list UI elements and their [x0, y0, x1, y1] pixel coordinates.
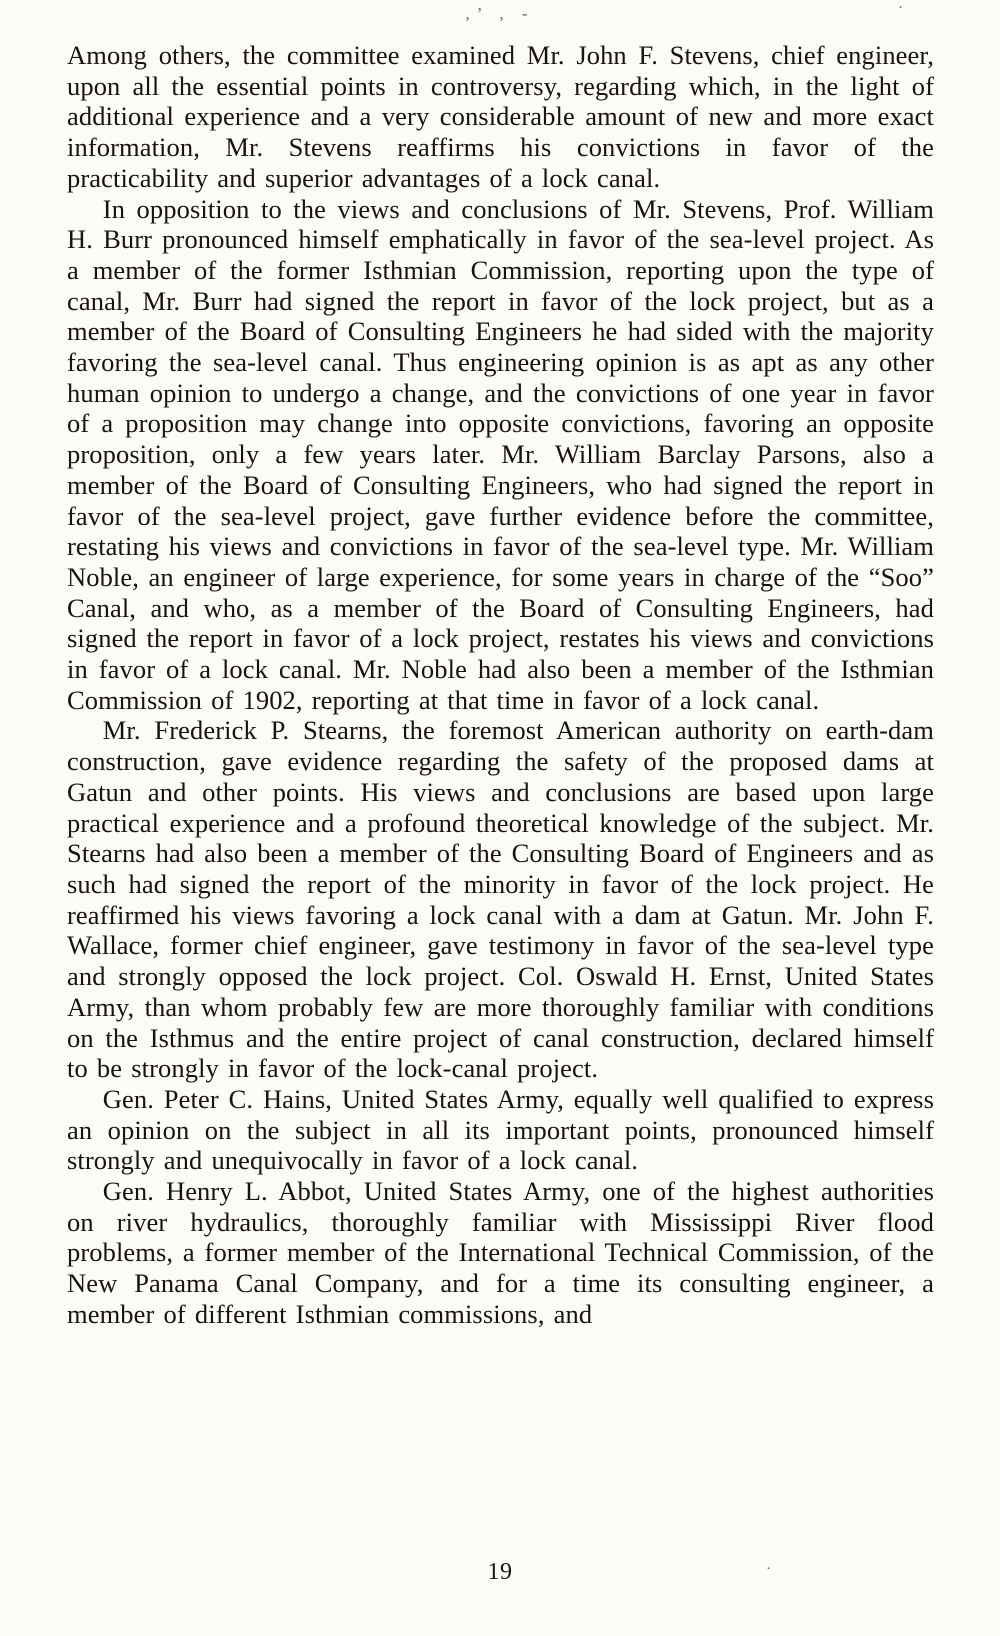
scan-artifact-bottom-right: ·: [766, 1561, 778, 1577]
page-number: 19: [487, 1559, 513, 1585]
scan-artifact-top: ,’ , -: [465, 4, 535, 23]
scan-artifact-top-right: ·: [898, 0, 910, 16]
paragraph-4: Gen. Peter C. Hains, United States Army, equally well qualified to express an opinion on the subject in all its important points, pronounced himself strongly and unequivocally in favor of a lock canal.: [67, 1083, 934, 1176]
paragraph-2: In opposition to the views and conclusions of Mr. Stevens, Prof. William H. Burr pronounced himself emphatically in favor of the sea-level project. As a member of the former Isthmian Commission, reporting upon the type of canal, Mr. Burr had signed the report in favor of the lock project, but as a member of the Board of Consulting Engineers he had sided with the majority favoring the sea-level canal. Thus engineering opinion is as apt as any other human opinion to undergo a change, and the convictions of one year in favor of a proposition may change into opposite convictions, favoring an opposite proposition, only a few years later. Mr. William Barclay Parsons, also a member of the Board of Consulting Engineers, who had signed the report in favor of the sea-level project, gave further evidence before the committee, restating his views and convictions in favor of the sea-level type. Mr. William Noble, an engineer of large experience, for some years in charge of the “Soo” Canal, and who, as a member of the Board of Consulting Engineers, had signed the report in favor of a lock project, restates his views and convictions in favor of a lock canal. Mr. Noble had also been a member of the Isthmian Commission of 1902, reporting at that time in favor of a lock canal.: [67, 193, 934, 715]
body-text: [67, 40, 934, 1330]
paragraph-3: Mr. Frederick P. Stearns, the foremost American authority on earth-dam construction, gave evidence regarding the safety of the proposed dams at Gatun and other points. His views and conclusions are based upon large practical experience and a profound theoretical knowledge of the subject. Mr. Stearns had also been a member of the Consulting Board of Engineers and as such had signed the report of the minority in favor of the lock project. He reaffirmed his views favoring a lock canal with a dam at Gatun. Mr. John F. Wallace, former chief engineer, gave testimony in favor of the sea-level type and strongly opposed the lock project. Col. Oswald H. Ernst, United States Army, than whom probably few are more thoroughly familiar with conditions on the Isthmus and the entire project of canal construction, declared himself to be strongly in favor of the lock-canal project.: [67, 715, 934, 1084]
paragraph-1: Among others, the committee examined Mr. John F. Stevens, chief engineer, upon all the essential points in controversy, regarding which, in the light of additional experience and a very considerable amount of new and more exact information, Mr. Stevens reaffirms his convictions in favor of the practicability and superior advantages of a lock canal.: [67, 40, 934, 193]
paragraph-5: Gen. Henry L. Abbot, United States Army, one of the highest authorities on river hydraulics, thoroughly familiar with Mississippi River flood problems, a former member of the International Technical Commission, of the New Panama Canal Company, and for a time its consulting engineer, a member of different Isthmian commissions, and: [67, 1176, 934, 1329]
